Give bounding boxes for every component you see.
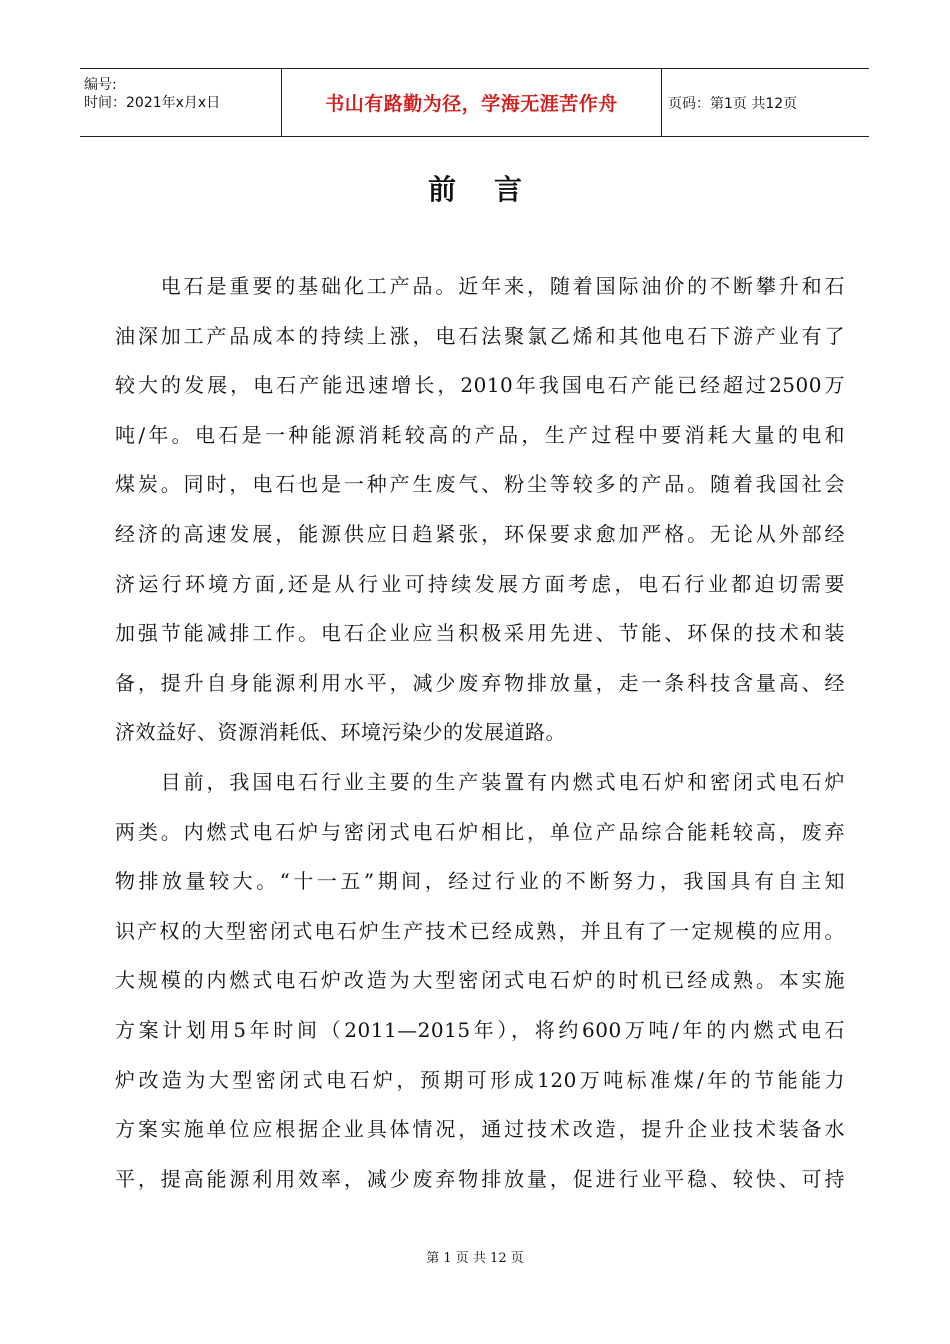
document-time-label: 时间：2021年x月x日 (84, 95, 221, 111)
document-header (80, 68, 869, 137)
text-line: 平，提高能源利用效率，减少废弃物排放量，促进行业平稳、较快、可持 (115, 1166, 845, 1191)
text-line: 加强节能减排工作。电石企业应当积极采用先进、节能、环保的技术和装 (115, 621, 845, 646)
paragraph-2 (115, 758, 845, 1204)
text-line: 识产权的大型密闭式电石炉生产技术已经成熟，并且有了一定规模的应用。 (115, 918, 845, 943)
text-line: 煤炭。同时，电石也是一种产生废气、粉尘等较多的产品。随着我国社会 (115, 472, 845, 497)
paragraph-1 (115, 262, 845, 758)
document-number-label: 编号: (84, 77, 117, 93)
text-line: 方案计划用5年时间（2011—2015年），将约600万吨/年的内燃式电石 (115, 1017, 845, 1042)
text-line: 目前，我国电石行业主要的生产装置有内燃式电石炉和密闭式电石炉 (115, 769, 845, 794)
text-line: 油深加工产品成本的持续上涨，电石法聚氯乙烯和其他电石下游产业有了 (115, 323, 845, 348)
header-meta-cell (80, 69, 282, 136)
header-page-code: 页码：第1页 共12页 (668, 95, 798, 112)
text-line: 经济的高速发展，能源供应日趋紧张，环保要求愈加严格。无论从外部经 (115, 521, 845, 546)
text-line: 济效益好、资源消耗低、环境污染少的发展道路。 (115, 720, 566, 745)
text-line: 济运行环境方面,还是从行业可持续发展方面考虑，电石行业都迫切需要 (115, 571, 845, 596)
page-footer: 第 1 页 共 12 页 (426, 1251, 524, 1266)
text-line: 大规模的内燃式电石炉改造为大型密闭式电石炉的时机已经成熟。本实施 (115, 968, 845, 993)
text-line: 备，提升自身能源利用水平，减少废弃物排放量，走一条科技含量高、经 (115, 670, 845, 695)
text-line: 炉改造为大型密闭式电石炉，预期可形成120万吨标准煤/年的节能能力 (115, 1067, 845, 1092)
text-line: 电石是重要的基础化工产品。近年来，随着国际油价的不断攀升和石 (115, 274, 845, 298)
text-line: 吨/年。电石是一种能源消耗较高的产品，生产过程中要消耗大量的电和 (115, 422, 845, 447)
text-line: 两类。内燃式电石炉与密闭式电石炉相比，单位产品综合能耗较高，废弃 (115, 819, 845, 844)
text-line: 较大的发展，电石产能迅速增长，2010年我国电石产能已经超过2500万 (115, 373, 845, 398)
header-page-cell (662, 69, 869, 136)
text-line: 方案实施单位应根据企业具体情况，通过技术改造，提升企业技术装备水 (115, 1117, 845, 1142)
header-motto: 书山有路勤为径，学海无涯苦作舟 (325, 93, 618, 115)
page-title: 前言 (427, 173, 560, 206)
document-body (115, 262, 845, 1204)
header-motto-cell (282, 69, 662, 136)
text-line: 物排放量较大。“十一五”期间，经过行业的不断努力，我国具有自主知 (115, 869, 845, 894)
